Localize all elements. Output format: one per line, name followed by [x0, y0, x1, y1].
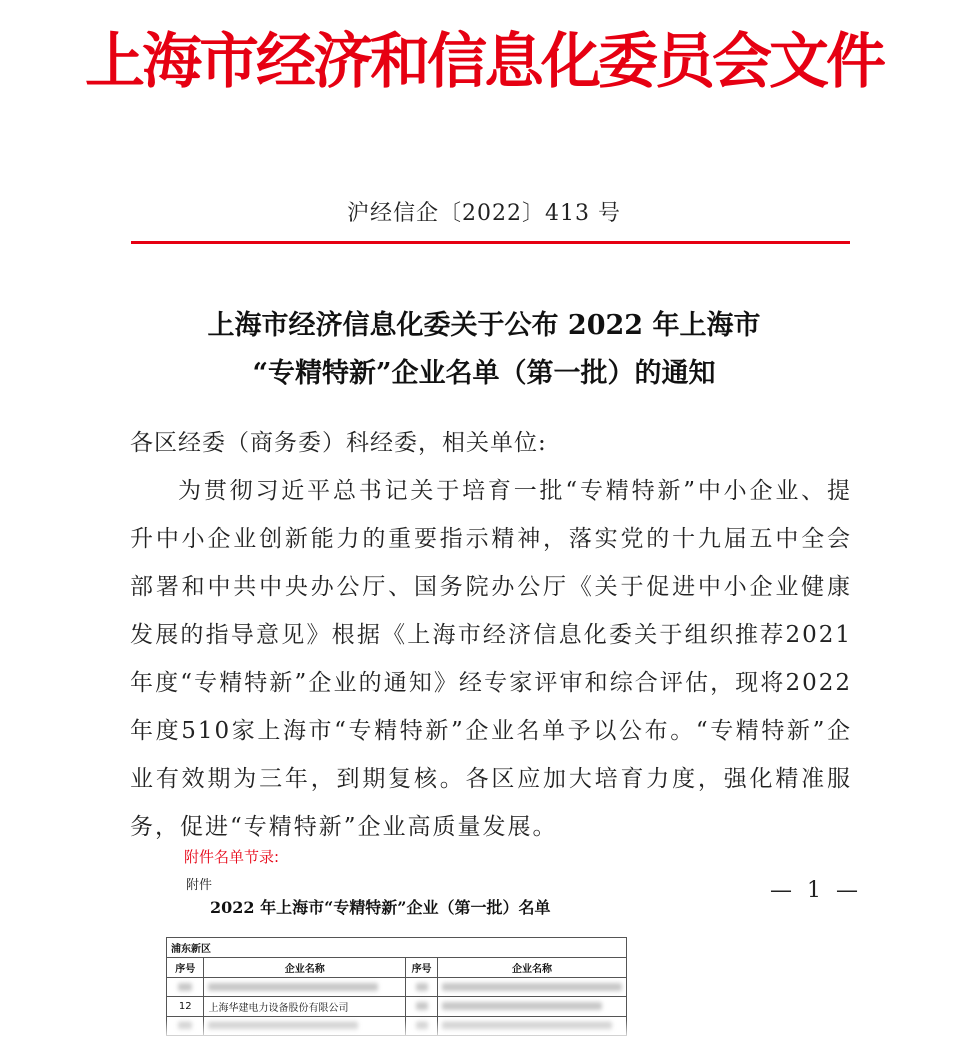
redacted-text: [208, 983, 378, 991]
notice-title: [0, 302, 968, 398]
table-header-cell: 企业名称: [204, 958, 406, 978]
redacted-cell: [438, 997, 627, 1017]
row-number: 12: [167, 997, 204, 1017]
table-row-redacted: [167, 978, 627, 997]
table-header-cell: 序号: [167, 958, 204, 978]
salutation: 各区经委（商务委）科经委，相关单位:: [130, 430, 547, 456]
redacted-text: [442, 983, 622, 991]
redacted-cell: [167, 978, 204, 997]
body-paragraph: 为贯彻习近平总书记关于培育一批“专精特新”中小企业、提升中小企业创新能力的重要指示精神，落实党的十九届五中全会部署和中共中央办公厅、国务院办公厅《关于促进中小企业健康发展的指导意见》根据《上海市经济信息化委关于组织推荐2021年度“专精特新”企业的通知》经专家评审和综合评估，现将2022年度510家上海市“专精特新”企业名单予以公布。“专精特新”企业有效期为三年，到期复核。各区应加大培育力度，强化精准服务，促进“专精特新”企业高质量发展。: [130, 478, 852, 840]
excerpt-label: 附件名单节录:: [184, 848, 280, 866]
district-row: [167, 938, 627, 958]
table-header-row: [167, 958, 627, 978]
redacted-text: [416, 983, 428, 991]
company-name: 上海华建电力设备股份有限公司: [204, 997, 406, 1017]
page-number: — 1 —: [770, 878, 862, 903]
list-title: 2022 年上海市“专精特新”企业（第一批）名单: [210, 898, 551, 917]
district-name: 浦东新区: [167, 938, 627, 958]
redacted-cell: [204, 978, 406, 997]
attachment-label: 附件: [186, 878, 213, 893]
redacted-cell: [406, 997, 438, 1017]
notice-title-line-2: “专精特新”企业名单（第一批）的通知: [252, 358, 716, 389]
table-header-cell: 序号: [406, 958, 438, 978]
redacted-cell: [406, 978, 438, 997]
redacted-text: [178, 983, 192, 991]
issuer-title: 上海市经济和信息化委员会文件: [85, 27, 883, 97]
redacted-text: [442, 1002, 602, 1010]
red-divider: [131, 241, 850, 244]
document-number: 沪经信企〔2022〕413 号: [347, 201, 621, 226]
redacted-cell: [438, 978, 627, 997]
table-fade-overlay: [160, 1020, 640, 1050]
table-row: [167, 997, 627, 1017]
redacted-text: [416, 1002, 428, 1010]
notice-title-line-1: 上海市经济信息化委关于公布 2022 年上海市: [207, 310, 761, 341]
table-header-cell: 企业名称: [438, 958, 627, 978]
